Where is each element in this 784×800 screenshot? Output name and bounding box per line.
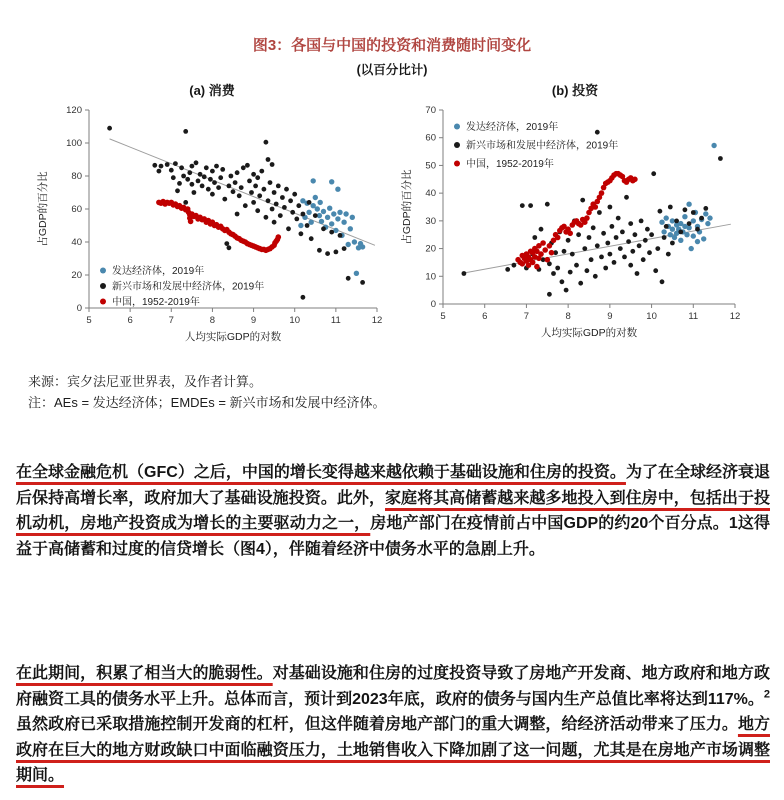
y-tick-label: 70 xyxy=(425,105,436,116)
data-point xyxy=(192,190,197,195)
data-point xyxy=(317,248,322,253)
data-point xyxy=(689,246,694,251)
data-point xyxy=(580,198,585,203)
red-underlined-text: 在全球金融危机（GFC）之后，中国的增长变得越来越依赖于基础设施和住房的投资。 xyxy=(16,464,626,481)
legend-label: 发达经济体，2019年 xyxy=(112,266,205,277)
y-tick-label: 10 xyxy=(425,271,436,283)
data-point xyxy=(354,271,359,276)
data-point xyxy=(282,205,287,210)
data-point xyxy=(626,239,631,244)
data-point xyxy=(286,226,291,231)
data-point xyxy=(545,257,551,263)
y-tick-label: 40 xyxy=(425,188,436,200)
data-point xyxy=(666,252,671,257)
data-point xyxy=(512,263,517,268)
y-tick-label: 60 xyxy=(425,132,436,144)
y-tick-label: 20 xyxy=(71,270,82,281)
data-point xyxy=(185,177,190,182)
data-point xyxy=(159,164,164,169)
data-point xyxy=(549,250,555,256)
data-point xyxy=(618,246,623,251)
data-point xyxy=(678,238,683,243)
data-point xyxy=(235,170,240,175)
data-point xyxy=(227,184,232,189)
data-point xyxy=(190,164,195,169)
data-point xyxy=(591,225,596,230)
data-point xyxy=(259,169,264,174)
data-point xyxy=(582,246,587,251)
x-tick-label: 12 xyxy=(729,311,741,322)
data-point xyxy=(235,212,240,217)
data-point xyxy=(276,184,281,189)
data-point xyxy=(564,288,569,293)
paragraph-gfc-investment xyxy=(16,460,770,562)
data-point xyxy=(212,180,217,185)
data-point xyxy=(171,175,176,180)
y-tick-label: 40 xyxy=(71,237,82,248)
data-point xyxy=(360,280,365,285)
legend-marker xyxy=(100,268,106,274)
legend-label: 中国，1952-2019年 xyxy=(466,159,554,170)
data-point xyxy=(683,207,688,212)
data-point xyxy=(107,126,112,131)
data-point xyxy=(647,250,652,255)
data-point xyxy=(301,295,306,300)
y-tick-label: 120 xyxy=(66,105,82,116)
chart-a-scatter-plot xyxy=(33,98,391,360)
data-point xyxy=(653,268,658,273)
data-point xyxy=(664,224,669,229)
legend-marker xyxy=(454,142,460,148)
x-tick-label: 9 xyxy=(607,311,613,322)
data-point xyxy=(695,239,700,244)
data-point xyxy=(655,246,660,251)
data-point xyxy=(337,210,342,215)
data-point xyxy=(268,180,273,185)
data-point xyxy=(595,130,600,135)
data-point xyxy=(251,172,256,177)
data-point xyxy=(270,207,275,212)
data-point xyxy=(691,233,696,238)
data-point xyxy=(643,238,648,243)
data-point xyxy=(231,189,236,194)
legend-label: 中国，1952-2019年 xyxy=(112,297,200,308)
data-point xyxy=(678,230,683,235)
data-point xyxy=(567,231,573,237)
data-point xyxy=(157,169,162,174)
data-point xyxy=(703,211,708,216)
data-point xyxy=(632,177,638,183)
data-point xyxy=(233,180,238,185)
data-point xyxy=(587,235,592,240)
data-point xyxy=(528,203,533,208)
data-point xyxy=(210,169,215,174)
data-point xyxy=(319,219,324,224)
data-point xyxy=(622,255,627,260)
data-point xyxy=(196,179,201,184)
x-tick-label: 7 xyxy=(168,315,174,326)
data-point xyxy=(660,279,665,284)
data-point xyxy=(547,243,553,249)
data-point xyxy=(346,276,351,281)
data-point xyxy=(251,200,256,205)
y-tick-label: 80 xyxy=(71,171,82,182)
data-point xyxy=(334,250,339,255)
data-point xyxy=(224,241,229,246)
data-point xyxy=(247,179,252,184)
data-point xyxy=(691,218,696,223)
data-point xyxy=(229,174,234,179)
data-point xyxy=(294,217,299,222)
data-point xyxy=(331,211,336,216)
data-point xyxy=(190,182,195,187)
data-point xyxy=(338,233,343,238)
figure-subtitle: (以百分比计) xyxy=(356,63,428,77)
data-point xyxy=(603,266,608,271)
data-point xyxy=(614,235,619,240)
data-point xyxy=(659,220,664,225)
data-point xyxy=(325,251,330,256)
chart-b-scatter-plot xyxy=(399,98,751,360)
data-point xyxy=(335,187,340,192)
red-underlined-text: 在此期间，积累了相当大的脆弱性。 xyxy=(16,665,273,682)
data-point xyxy=(610,224,615,229)
data-point xyxy=(264,215,269,220)
data-point xyxy=(691,210,696,215)
data-point xyxy=(682,214,687,219)
data-point xyxy=(555,266,560,271)
data-point xyxy=(624,195,629,200)
data-point xyxy=(601,231,606,236)
figure-title: 图3：各国与中国的投资和消费随时间变化 xyxy=(252,37,532,54)
x-tick-label: 11 xyxy=(688,311,699,322)
data-point xyxy=(204,165,209,170)
data-point xyxy=(593,204,599,210)
data-point xyxy=(249,190,254,195)
data-point xyxy=(630,249,635,254)
red-underlined-text: 家庭将其高储蓄越来越多地投入到住房中，包括出于投机动机，房地产投资成为增长的主要驱动力之一， xyxy=(16,489,770,532)
data-point xyxy=(309,236,314,241)
data-point xyxy=(585,268,590,273)
data-point xyxy=(239,185,244,190)
data-point xyxy=(539,227,544,232)
y-tick-label: 60 xyxy=(71,204,82,215)
figure-notes xyxy=(28,372,784,413)
data-point xyxy=(540,240,546,246)
source-note: 来源：宾夕法尼亚世界表，及作者计算。 xyxy=(28,374,263,389)
data-point xyxy=(360,244,365,249)
data-point xyxy=(350,215,355,220)
chart-consumption xyxy=(33,80,391,360)
data-point xyxy=(701,236,706,241)
y-tick-label: 50 xyxy=(425,160,436,172)
data-point xyxy=(183,200,188,205)
data-point xyxy=(216,185,221,190)
data-point xyxy=(352,239,357,244)
y-axis-label: 占GDP的百分比 xyxy=(401,169,413,245)
data-point xyxy=(645,227,650,232)
legend-label: 新兴市场和发展中经济体，2019年 xyxy=(466,140,619,152)
red-underlined-text: 地方政府在巨大的地方财政缺口中面临融资压力，土地销售收入下降加剧了这一问题，尤其是在房地产市场调整期间。 xyxy=(16,716,770,784)
data-point xyxy=(245,163,250,168)
y-tick-label: 20 xyxy=(425,243,436,255)
x-tick-label: 6 xyxy=(127,315,133,326)
data-point xyxy=(169,168,174,173)
data-point xyxy=(288,198,293,203)
data-point xyxy=(605,241,610,246)
data-point xyxy=(532,235,537,240)
data-point xyxy=(301,212,306,217)
data-point xyxy=(321,209,326,214)
data-point xyxy=(551,271,556,276)
data-point xyxy=(227,245,232,250)
data-point xyxy=(341,220,346,225)
text-segment: 对基础设施和住房的过度投资导致了房地产开发商、地方政府和地方政府融资工具的债务水平上升。总体而言，预计到2023年底，政府的债务与国内生产总值比率将达到117%。 xyxy=(16,665,770,708)
data-point xyxy=(276,234,282,240)
data-point xyxy=(187,170,192,175)
data-point xyxy=(584,215,590,221)
y-tick-label: 100 xyxy=(66,138,82,149)
abbreviation-note: 注：AEs = 发达经济体；EMDEs = 新兴市场和发展中经济体。 xyxy=(28,394,386,410)
data-point xyxy=(237,193,242,198)
data-point xyxy=(214,164,219,169)
data-point xyxy=(608,205,613,210)
data-point xyxy=(321,226,326,231)
charts-row xyxy=(0,80,784,360)
data-point xyxy=(152,163,157,168)
data-point xyxy=(179,165,184,170)
data-point xyxy=(329,221,334,226)
x-tick-label: 5 xyxy=(86,315,92,326)
y-tick-label: 0 xyxy=(430,299,436,310)
data-point xyxy=(628,221,633,226)
data-point xyxy=(278,213,283,218)
chart-a-title: (a) 消费 xyxy=(189,83,235,98)
data-point xyxy=(266,198,271,203)
data-point xyxy=(177,181,182,186)
data-point xyxy=(181,174,186,179)
data-point xyxy=(707,215,712,220)
x-tick-label: 11 xyxy=(330,315,341,326)
data-point xyxy=(534,264,540,270)
data-point xyxy=(620,230,625,235)
x-tick-label: 8 xyxy=(565,311,571,322)
data-point xyxy=(633,232,638,237)
data-point xyxy=(346,242,351,247)
data-point xyxy=(343,211,348,216)
y-axis-label: 占GDP的百分比 xyxy=(37,171,49,247)
data-point xyxy=(220,167,225,172)
data-point xyxy=(599,190,605,196)
data-point xyxy=(545,202,550,207)
data-point xyxy=(290,210,295,215)
data-point xyxy=(703,206,708,211)
data-point xyxy=(200,184,205,189)
data-point xyxy=(589,257,594,262)
data-point xyxy=(325,215,330,220)
data-point xyxy=(194,160,199,165)
data-point xyxy=(578,281,583,286)
data-point xyxy=(574,263,579,268)
x-tick-label: 9 xyxy=(250,315,257,326)
data-point xyxy=(270,162,275,167)
data-point xyxy=(538,251,544,257)
data-point xyxy=(612,260,617,265)
legend-marker xyxy=(454,124,460,130)
data-point xyxy=(570,252,575,257)
chart-investment xyxy=(399,80,751,360)
legend-label: 新兴市场和发展中经济体，2019年 xyxy=(112,281,265,293)
data-point xyxy=(335,216,340,221)
data-point xyxy=(262,187,267,192)
data-point xyxy=(257,193,262,198)
x-tick-label: 10 xyxy=(646,311,657,322)
data-point xyxy=(208,177,213,182)
data-point xyxy=(272,190,277,195)
data-point xyxy=(520,203,525,208)
data-point xyxy=(674,219,679,224)
x-tick-label: 8 xyxy=(209,315,216,326)
data-point xyxy=(318,200,323,205)
text-segment: 为了在全球经济衰退后保持高增长率，政府加大了基础设施投资。此外， xyxy=(16,464,770,507)
data-point xyxy=(576,232,581,237)
data-point xyxy=(568,270,573,275)
data-point xyxy=(329,230,334,235)
text-segment: 2 xyxy=(763,688,770,701)
data-point xyxy=(266,157,271,162)
data-point xyxy=(608,252,613,257)
data-point xyxy=(307,200,312,205)
data-point xyxy=(542,247,548,253)
data-point xyxy=(274,202,279,207)
data-point xyxy=(597,210,602,215)
data-point xyxy=(299,231,304,236)
legend-marker xyxy=(454,161,460,167)
y-tick-label: 30 xyxy=(425,215,436,227)
data-point xyxy=(284,187,289,192)
data-point xyxy=(188,219,194,225)
data-point xyxy=(342,246,347,251)
text-segment: 房地产部门在疫情前占中国GDP的约20个百分点。1这得益于高储蓄和过度的信贷增长（图4），伴随着经济中债务水平的急剧上升。 xyxy=(16,515,770,558)
data-point xyxy=(670,227,675,232)
legend-label: 发达经济体，2019年 xyxy=(466,122,559,133)
data-point xyxy=(292,192,297,197)
data-point xyxy=(562,249,567,254)
data-point xyxy=(670,241,675,246)
data-point xyxy=(241,165,246,170)
data-point xyxy=(313,195,318,200)
data-point xyxy=(348,226,353,231)
data-point xyxy=(641,257,646,262)
data-point xyxy=(175,188,180,193)
legend-marker xyxy=(100,283,106,289)
text-segment: 虽然政府已采取措施控制开发商的杠杆，但这伴随着房地产部门的重大调整，给经济活动带来了压力。 xyxy=(16,716,738,733)
data-point xyxy=(313,213,318,218)
data-point xyxy=(462,271,467,276)
data-point xyxy=(668,205,673,210)
chart-b-title: (b) 投资 xyxy=(551,83,599,98)
x-axis-label: 人均实际GDP的对数 xyxy=(540,327,638,339)
data-point xyxy=(505,267,510,272)
y-tick-label: 0 xyxy=(76,303,82,314)
x-tick-label: 5 xyxy=(440,311,446,322)
data-point xyxy=(593,274,598,279)
data-point xyxy=(649,232,654,237)
data-point xyxy=(315,206,320,211)
data-point xyxy=(306,210,311,215)
data-point xyxy=(595,243,600,248)
data-point xyxy=(662,235,667,240)
data-point xyxy=(555,235,561,241)
data-point xyxy=(635,271,640,276)
data-point xyxy=(687,221,692,226)
data-point xyxy=(329,179,334,184)
data-point xyxy=(198,172,203,177)
x-axis-label: 人均实际GDP的对数 xyxy=(184,331,282,343)
data-point xyxy=(173,161,178,166)
data-point xyxy=(255,208,260,213)
data-point xyxy=(210,192,215,197)
data-point xyxy=(695,227,700,232)
data-point xyxy=(699,216,704,221)
data-point xyxy=(560,279,565,284)
data-point xyxy=(311,178,316,183)
data-point xyxy=(202,174,207,179)
data-point xyxy=(705,221,710,226)
paragraph-vulnerabilities xyxy=(16,661,770,789)
data-point xyxy=(664,215,669,220)
data-point xyxy=(165,162,170,167)
data-point xyxy=(686,202,691,207)
data-point xyxy=(658,209,663,214)
data-point xyxy=(711,143,716,148)
data-point xyxy=(296,203,301,208)
x-tick-label: 12 xyxy=(371,315,383,326)
data-point xyxy=(243,203,248,208)
data-point xyxy=(637,243,642,248)
legend-marker xyxy=(100,299,106,305)
data-point xyxy=(616,216,621,221)
data-point xyxy=(651,171,656,176)
data-point xyxy=(305,223,310,228)
data-point xyxy=(272,220,277,225)
data-point xyxy=(327,206,332,211)
x-tick-label: 7 xyxy=(523,311,530,322)
data-point xyxy=(639,219,644,224)
data-point xyxy=(547,292,552,297)
data-point xyxy=(222,197,227,202)
data-point xyxy=(309,220,314,225)
x-tick-label: 6 xyxy=(482,311,488,322)
data-point xyxy=(218,175,223,180)
data-point xyxy=(280,195,285,200)
data-point xyxy=(628,263,633,268)
data-point xyxy=(684,232,689,237)
data-point xyxy=(206,187,211,192)
data-point xyxy=(183,129,188,134)
data-point xyxy=(255,175,260,180)
data-point xyxy=(298,223,303,228)
data-point xyxy=(530,260,536,266)
x-tick-label: 10 xyxy=(289,315,301,326)
data-point xyxy=(264,140,269,145)
data-point xyxy=(566,238,571,243)
data-point xyxy=(253,184,258,189)
data-point xyxy=(599,255,604,260)
data-point xyxy=(661,229,666,234)
data-point xyxy=(718,156,723,161)
